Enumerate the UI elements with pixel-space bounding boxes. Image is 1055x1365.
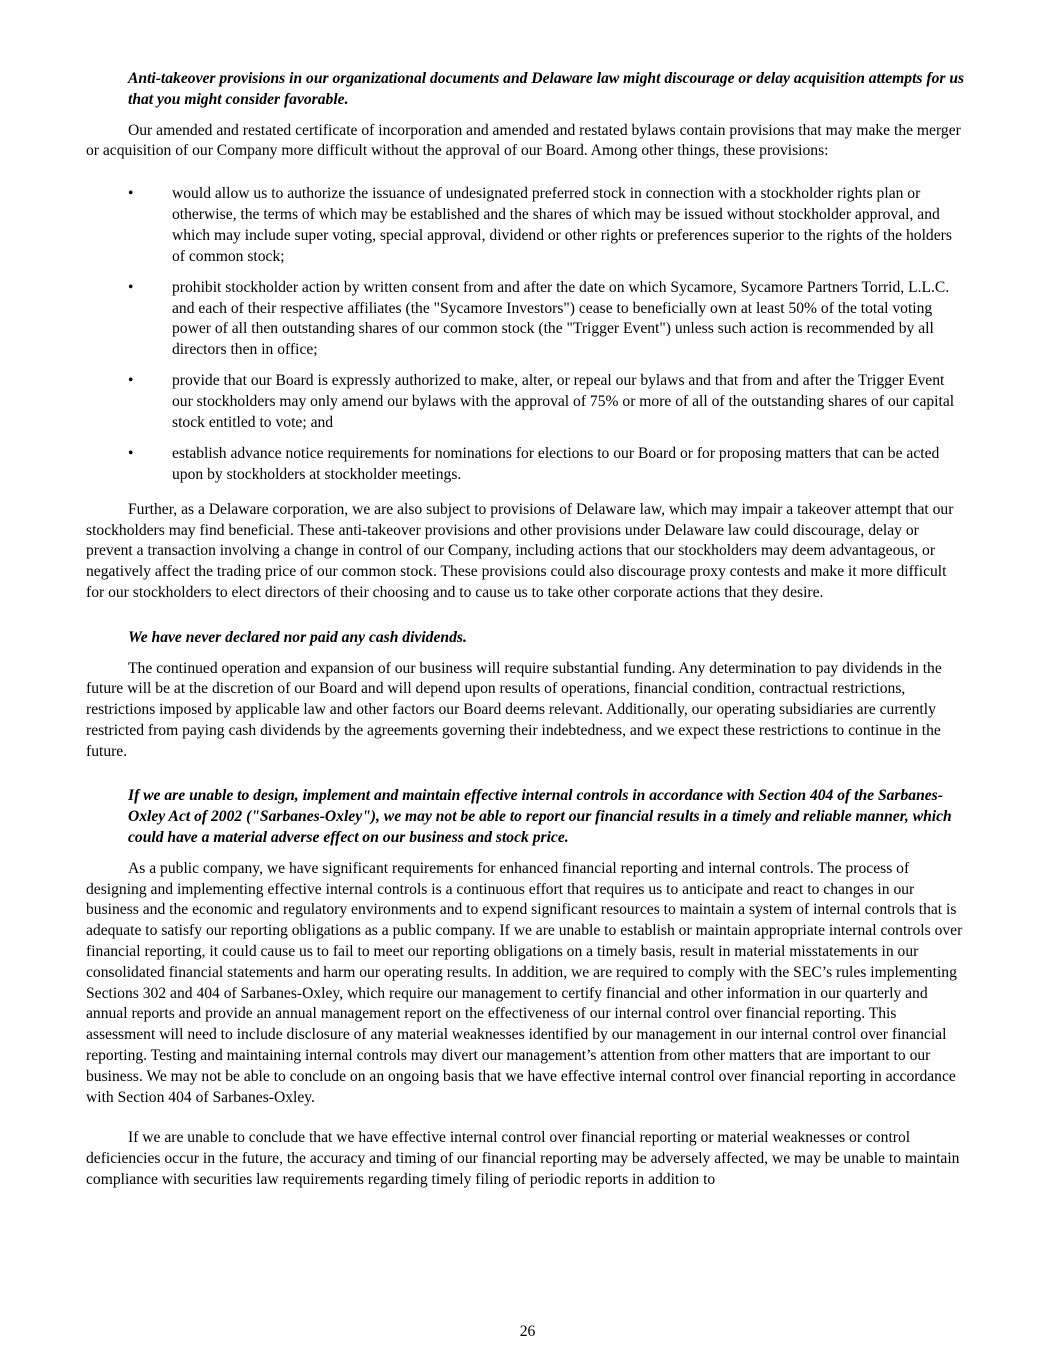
list-item-text: prohibit stockholder action by written consent from and after the date on which Sycamore, Sycamore Partners Torrid, L.L.C. and each of their respective affiliates (the "Sycamore Investors") cease to beneficially own at least 50% of the total voting power of all then outstanding shares of our common stock (the "Trigger Event") unless such action is recommended by all directors then in office; [172,278,950,359]
document-page [86,69,968,1191]
bullet-icon: • [128,445,134,463]
list-item [86,184,968,267]
bullet-icon: • [128,278,134,296]
list-item [86,278,968,361]
list-item [86,444,968,486]
provisions-list [86,184,968,486]
paragraph-dividends: The continued operation and expansion of our business will require substantial funding. Any determination to pay dividends in the future will be at the discretion of our Board and will depend upon results of operations, financial condition, contractual restrictions, restrictions imposed by applicable law and other factors our Board deems relevant. Additionally, our operating subsidiaries are currently restricted from paying cash dividends by the agreements governing their indebtedness, and we expect these restrictions to continue in the future. [86,659,942,760]
list-item-text: establish advance notice requirements for nominations for elections to our Board or for proposing matters that can be acted upon by stockholders at stockholder meetings. [172,445,940,483]
paragraph-internal-controls-continued: If we are unable to conclude that we have effective internal control over financial reporting or material weaknesses or control deficiencies occur in the future, the accuracy and timing of our financial reporting may be adversely affected, we may be unable to maintain compliance with securities law requirements regarding timely filing of periodic reports in addition to [86,1129,960,1189]
section-heading-internal-controls: If we are unable to design, implement and maintain effective internal controls in accordance with Section 404 of the Sarbanes-Oxley Act of 2002 ("Sarbanes-Oxley"), we may not be able to report our financial results in a timely and reliable manner, which could have a material adverse effect on our business and stock price. [128,787,952,847]
paragraph-delaware-law: Further, as a Delaware corporation, we are also subject to provisions of Delaware law, which may impair a takeover attempt that our stockholders may find beneficial. These anti-takeover provisions and other provisions under Delaware law could discourage, delay or prevent a transaction involving a change in control of our Company, including actions that our stockholders may deem advantageous, or negatively affect the trading price of our common stock. These provisions could also discourage proxy contests and make it more difficult for our stockholders to elect directors of their choosing and to cause us to take other corporate actions that they desire. [86,500,954,601]
list-item [86,371,968,433]
list-item-text: provide that our Board is expressly authorized to make, alter, or repeal our bylaws and that from and after the Trigger Event our stockholders may only amend our bylaws with the approval of 75% or more of all of the outstanding shares of our capital stock entitled to vote; and [172,372,955,431]
bullet-icon: • [128,372,134,390]
section-heading-anti-takeover: Anti-takeover provisions in our organizational documents and Delaware law might discourage or delay acquisition attempts for us that you might consider favorable. [128,70,965,108]
section-heading-dividends: We have never declared nor paid any cash dividends. [128,628,467,646]
bullet-icon: • [128,185,134,203]
list-item-text: would allow us to authorize the issuance of undesignated preferred stock in connection with a stockholder rights plan or otherwise, the terms of which may be established and the shares of which may be issued without stockholder approval, and which may include super voting, special approval, dividend or other rights or preferences superior to the rights of the holders of common stock; [172,185,952,265]
page-number: 26 [519,1323,536,1340]
paragraph-internal-controls: As a public company, we have significant requirements for enhanced financial reporting and internal controls. The process of designing and implementing effective internal controls is a continuous effort that requires us to anticipate and react to changes in our business and the economic and regulatory environments and to expend significant resources to maintain a system of internal controls that is adequate to satisfy our reporting obligations as a public company. If we are unable to establish or maintain appropriate internal controls over financial reporting, it could cause us to fail to meet our reporting obligations on a timely basis, result in material misstatements in our consolidated financial statements and harm our operating results. In addition, we are required to comply with the SEC’s rules implementing Sections 302 and 404 of Sarbanes-Oxley, which require our management to certify financial and other information in our quarterly and annual reports and provide an annual management report on the effectiveness of our internal control over financial reporting. This assessment will need to include disclosure of any material weaknesses identified by our management in our internal control over financial reporting. Testing and maintaining internal controls may divert our management’s attention from other matters that are important to our business. We may not be able to conclude on an ongoing basis that we have effective internal control over financial reporting in accordance with Section 404 of Sarbanes-Oxley. [86,859,963,1106]
paragraph-anti-takeover-intro: Our amended and restated certificate of incorporation and amended and restated bylaws contain provisions that may make the merger or acquisition of our Company more difficult without the approval of our Board. Among other things, these provisions: [86,121,961,160]
